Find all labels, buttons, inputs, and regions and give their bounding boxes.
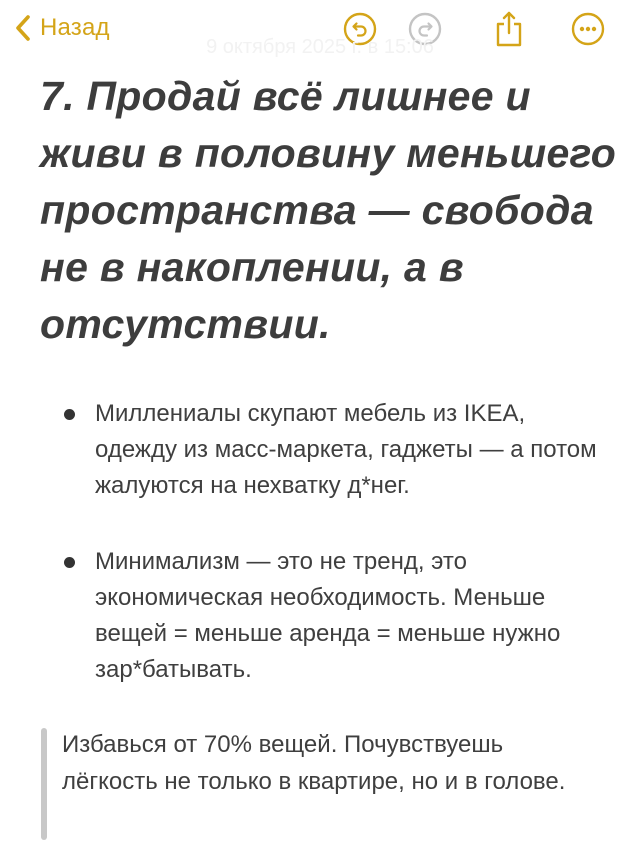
note-heading[interactable]: 7. Продай всё лишнее и живи в половину меньшего пространства — свобода не в накоплении, а в отсутствии. — [40, 73, 617, 347]
bullet-list — [0, 396, 640, 688]
bullet-icon — [64, 409, 75, 420]
back-label: Назад — [40, 14, 110, 41]
note-timestamp: 9 октября 2025 г. в 15:06 — [206, 36, 434, 58]
list-item-text: Минимализм — это не тренд, это экономическая необходимость. Меньше вещей = меньше аренда = меньше нужно зар*батывать. — [95, 548, 561, 683]
quote-bar — [41, 728, 47, 840]
list-item[interactable] — [0, 544, 640, 688]
block-quote[interactable] — [41, 726, 621, 800]
list-item-text: Миллениалы скупают мебель из IKEA, одежду из масс-маркета, гаджеты — а потом жалуются на нехватку д*нег. — [95, 400, 597, 499]
bullet-icon — [64, 557, 75, 568]
quote-text: Избавься от 70% вещей. Почувствуешь лёгкость не только в квартире, но и в голове. — [62, 731, 566, 795]
list-item[interactable] — [0, 396, 640, 504]
